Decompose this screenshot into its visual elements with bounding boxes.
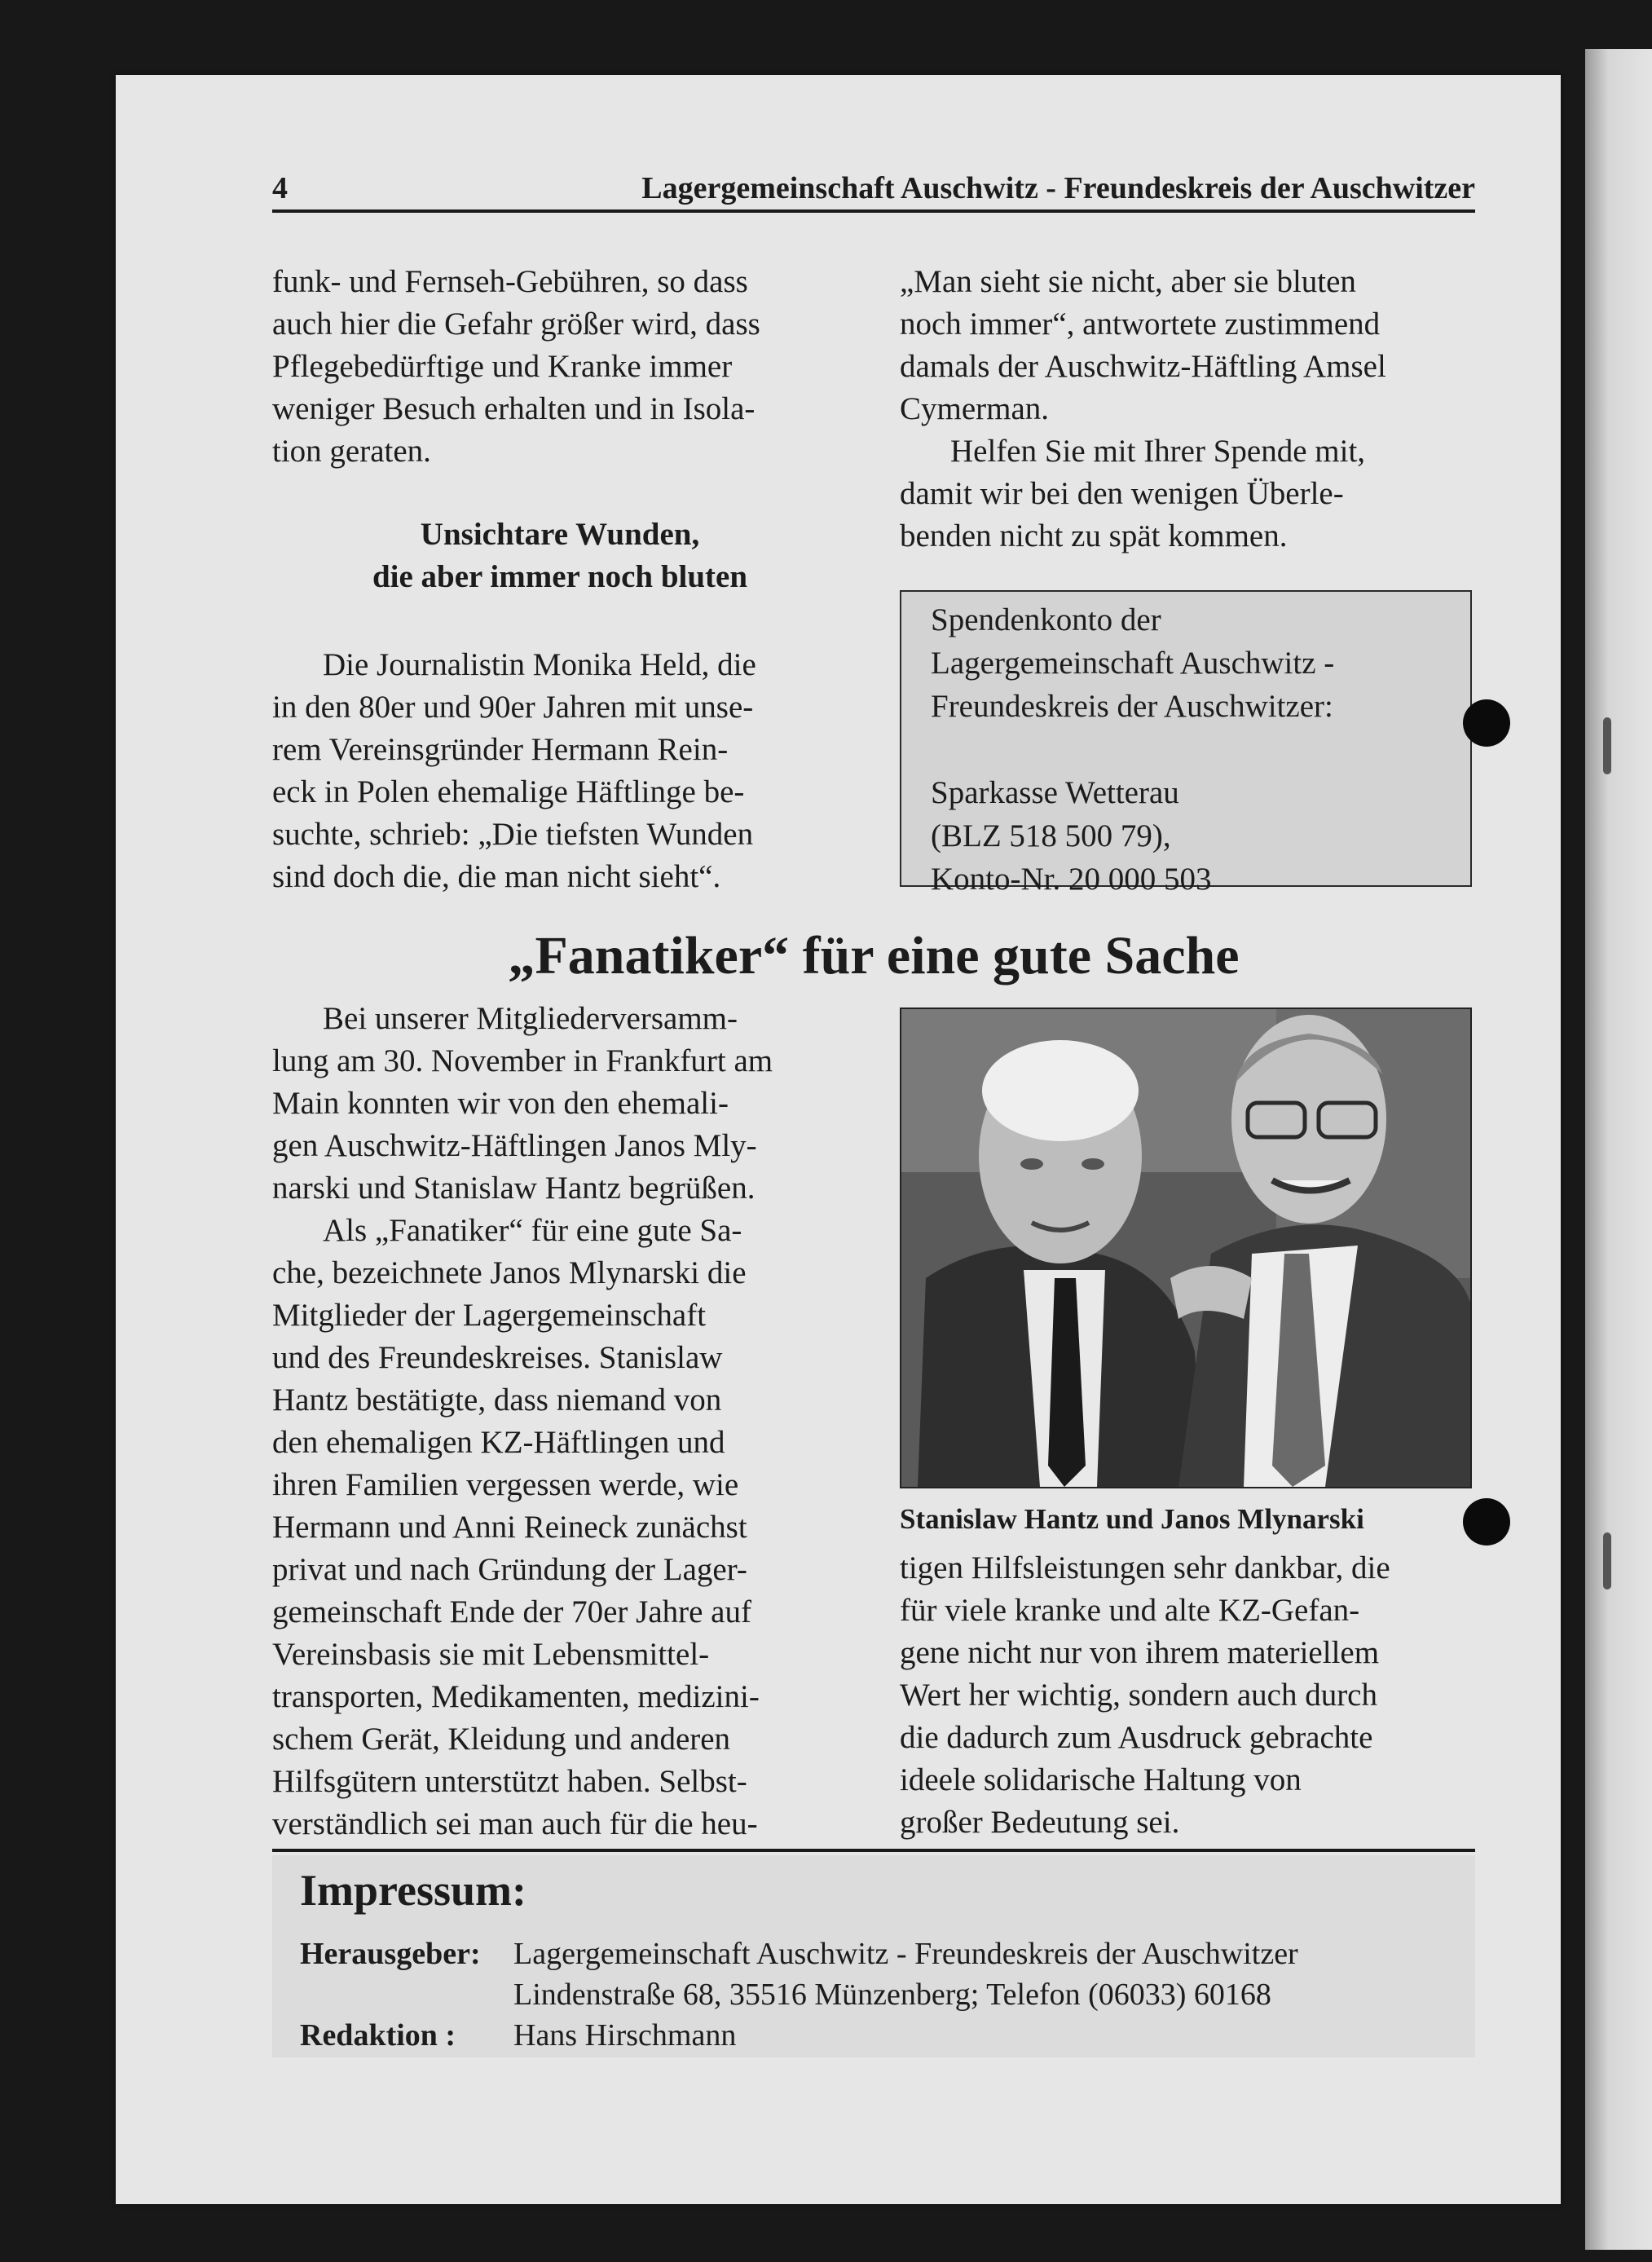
text-line: gen Auschwitz-Häftlingen Janos Mly- — [272, 1128, 757, 1163]
text-line: damit wir bei den wenigen Überle- — [900, 476, 1344, 511]
editor-name: Hans Hirschmann — [513, 2018, 737, 2053]
publisher-label: Herausgeber: — [300, 1937, 481, 1971]
text-line: funk- und Fernseh-Gebühren, so dass — [272, 264, 748, 299]
editor-label: Redaktion : — [300, 2018, 456, 2053]
left-section-text — [272, 644, 848, 898]
photo-caption: Stanislaw Hantz und Janos Mlynarski — [900, 1503, 1364, 1535]
text-line: lung am 30. November in Frankfurt am — [272, 1043, 773, 1078]
adjacent-page-edge — [1585, 49, 1652, 2250]
text-line: benden nicht zu spät kommen. — [900, 518, 1288, 553]
text-line: schem Gerät, Kleidung und anderen — [272, 1722, 731, 1757]
address-row — [300, 1974, 1298, 2015]
text-line: che, bezeichnete Janos Mlynarski die — [272, 1255, 747, 1290]
donation-line: Spendenkonto der — [931, 602, 1161, 637]
section-heading-line: die aber immer noch bluten — [372, 559, 748, 594]
text-line: ideele solidarische Haltung von — [900, 1762, 1302, 1797]
text-line: und des Freundeskreises. Stanislaw — [272, 1340, 723, 1375]
publisher-address: Lindenstraße 68, 35516 Münzenberg; Telefon (06033) 60168 — [513, 1978, 1271, 2012]
left-intro-text — [272, 261, 848, 473]
text-line: Hantz bestätigte, dass niemand von — [272, 1382, 722, 1418]
text-line: gene nicht nur von ihrem materiellem — [900, 1635, 1380, 1670]
editor-row — [300, 2015, 1298, 2056]
text-line: Wert her wichtig, sondern auch durch — [900, 1678, 1377, 1713]
article-left-text — [272, 998, 848, 1845]
text-line: „Man sieht sie nicht, aber sie bluten — [900, 264, 1356, 299]
text-line: die dadurch zum Ausdruck gebrachte — [900, 1720, 1373, 1755]
text-line: tigen Hilfsleistungen sehr dankbar, die — [900, 1550, 1390, 1585]
text-line: rem Vereinsgründer Hermann Rein- — [272, 732, 729, 767]
photo-two-men-illustration — [901, 1009, 1470, 1487]
text-line: Hilfsgütern unterstützt haben. Selbst- — [272, 1764, 747, 1799]
adjacent-page-mark — [1603, 717, 1611, 774]
impressum-title: Impressum: — [300, 1866, 527, 1915]
text-line: ihren Familien vergessen werde, wie — [272, 1467, 739, 1502]
text-line: Die Journalistin Monika Held, die — [323, 647, 756, 682]
punch-hole — [1463, 699, 1510, 747]
text-line: weniger Besuch erhalten und in Isola- — [272, 391, 756, 426]
account-number: Konto-Nr. 20 000 503 — [931, 862, 1212, 897]
text-line: gemeinschaft Ende der 70er Jahre auf — [272, 1594, 751, 1629]
right-intro-text — [900, 261, 1472, 558]
page-header — [272, 167, 1475, 213]
impressum-details — [300, 1934, 1298, 2056]
bank-code: (BLZ 518 500 79), — [931, 818, 1171, 853]
text-line: Cymerman. — [900, 391, 1050, 426]
text-line: Pflegebedürftige und Kranke immer — [272, 349, 733, 384]
donation-line: Lagergemeinschaft Auschwitz - — [931, 646, 1335, 681]
text-line: suchte, schrieb: „Die tiefsten Wunden — [272, 817, 754, 852]
text-line: großer Bedeutung sei. — [900, 1805, 1180, 1840]
text-line: narski und Stanislaw Hantz begrüßen. — [272, 1171, 756, 1206]
page-number: 4 — [272, 171, 288, 205]
text-line: Helfen Sie mit Ihrer Spende mit, — [950, 434, 1366, 469]
text-line: Bei unserer Mitgliederversamm- — [323, 1001, 738, 1036]
text-line: Mitglieder der Lagergemeinschaft — [272, 1298, 707, 1333]
text-line: für viele kranke und alte KZ-Gefan- — [900, 1593, 1360, 1628]
text-line: auch hier die Gefahr größer wird, dass — [272, 306, 760, 342]
text-line: tion geraten. — [272, 434, 431, 469]
publisher-name: Lagergemeinschaft Auschwitz - Freundeskreis der Auschwitzer — [513, 1937, 1298, 1971]
impressum-divider — [272, 1849, 1475, 1852]
text-line: verständlich sei man auch für die heu- — [272, 1806, 758, 1841]
text-line: in den 80er und 90er Jahren mit unse- — [272, 690, 754, 725]
text-line: Vereinsbasis sie mit Lebensmittel- — [272, 1637, 710, 1672]
article-photo — [900, 1008, 1472, 1488]
text-line: damals der Auschwitz-Häftling Amsel — [900, 349, 1386, 384]
donation-account-box — [900, 590, 1472, 897]
text-line: transporten, Medikamenten, medizini- — [272, 1679, 760, 1714]
publisher-row — [300, 1934, 1298, 1974]
donation-line: Freundeskreis der Auschwitzer: — [931, 689, 1333, 724]
article-headline: „Fanatiker“ für eine gute Sache — [508, 926, 1240, 985]
bank-name: Sparkasse Wetterau — [931, 775, 1179, 810]
section-heading — [272, 514, 848, 598]
text-line: Main konnten wir von den ehemali- — [272, 1086, 729, 1121]
section-heading-line: Unsichtare Wunden, — [420, 517, 700, 552]
header-title: Lagergemeinschaft Auschwitz - Freundeskreis der Auschwitzer — [641, 171, 1475, 205]
text-line: eck in Polen ehemalige Häftlinge be- — [272, 774, 745, 809]
text-line: sind doch die, die man nicht sieht“. — [272, 859, 721, 894]
text-line: privat und nach Gründung der Lager- — [272, 1552, 747, 1587]
adjacent-page-mark — [1603, 1532, 1611, 1590]
text-line: Als „Fanatiker“ für eine gute Sa- — [323, 1213, 742, 1248]
text-line: noch immer“, antwortete zustimmend — [900, 306, 1381, 342]
article-right-text — [900, 1547, 1472, 1844]
punch-hole — [1463, 1498, 1510, 1545]
text-line: den ehemaligen KZ-Häftlingen und — [272, 1425, 725, 1460]
text-line: Hermann und Anni Reineck zunächst — [272, 1510, 747, 1545]
